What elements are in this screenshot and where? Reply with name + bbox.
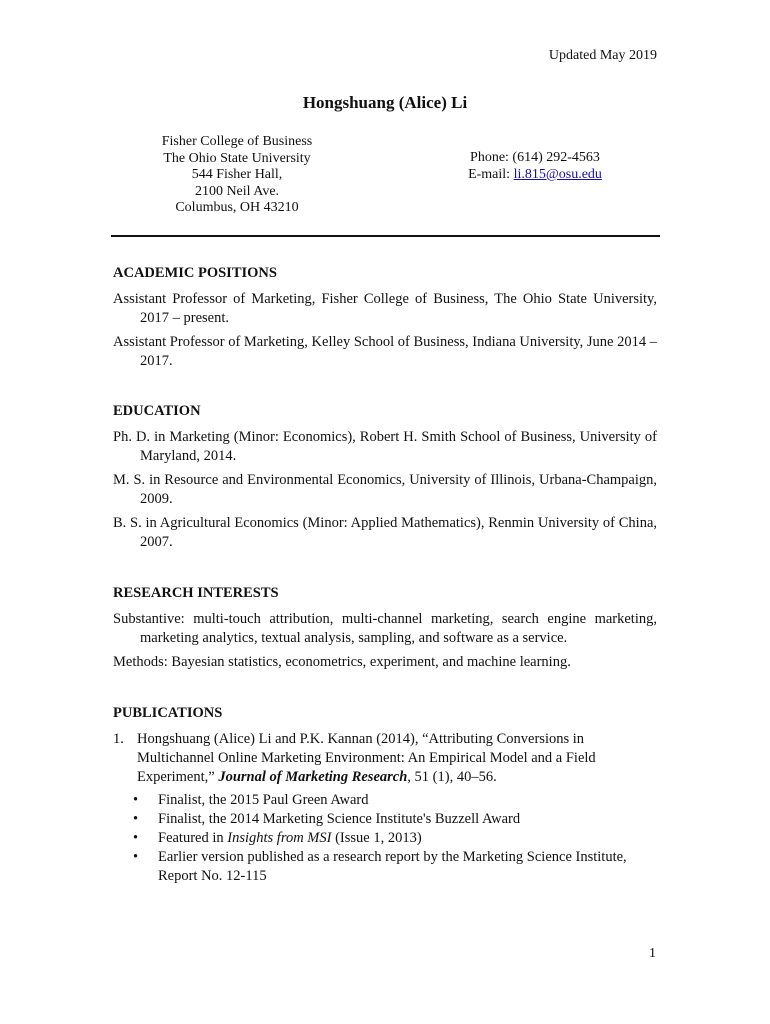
address-line: 2100 Neil Ave. [194,183,280,199]
education-entry: Ph. D. in Marketing (Minor: Economics), Robert H. Smith School of Business, University of Maryland, 2014. [113,429,657,464]
header-divider [111,235,660,237]
bullet-icon: • [133,830,139,846]
publication-notes [133,791,653,886]
address-line: Columbus, OH 43210 [175,200,299,216]
publication-authors-title: Hongshuang (Alice) Li and P.K. Kannan (2014), “Attributing Conversions in Multichannel Online Marketing Environment: An Empirical Model and a Field Experiment,” [137,731,596,785]
note-text: Finalist, the 2014 Marketing Science Institute's Buzzell Award [158,811,521,827]
position-entry: Assistant Professor of Marketing, Kelley School of Business, Indiana University, June 2014 – 2017. [113,334,657,369]
publication-citation [137,730,633,787]
publication-note [133,791,653,810]
publication-note [133,810,653,829]
publication-note [133,848,653,886]
page-number: 1 [649,946,656,961]
section-heading-academic-positions: ACADEMIC POSITIONS [113,265,277,281]
education-entry: B. S. in Agricultural Economics (Minor: Applied Mathematics), Renmin University of China, 2007. [113,515,657,550]
note-text-pre: Featured in [158,830,228,846]
phone: Phone: (614) 292-4563 [470,150,600,165]
position-entry: Assistant Professor of Marketing, Fisher College of Business, The Ohio State University, 2017 – present. [113,291,657,326]
publication-journal: Journal of Marketing Research [218,769,408,785]
research-entry: Methods: Bayesian statistics, econometrics, experiment, and machine learning. [113,654,571,670]
publication-note [133,829,653,848]
section-heading-publications: PUBLICATIONS [113,705,223,721]
address-line: The Ohio State University [163,150,311,166]
note-text-italic: Insights from MSI [227,830,332,846]
research-entry: Substantive: multi-touch attribution, multi-channel marketing, search engine marketing, marketing analytics, textual analysis, sampling, and software as a service. [113,611,657,646]
education-entry: M. S. in Resource and Environmental Economics, University of Illinois, Urbana-Champaign, 2009. [113,472,657,507]
email-line [440,167,630,184]
email-link[interactable]: li.815@osu.edu [513,166,602,182]
bullet-icon: • [133,849,139,865]
note-text: Finalist, the 2015 Paul Green Award [158,792,369,808]
updated-date: Updated May 2019 [548,48,657,63]
section-heading-research-interests: RESEARCH INTERESTS [113,585,279,601]
cv-name: Hongshuang (Alice) Li [302,93,468,112]
address-line: 544 Fisher Hall, [191,167,283,183]
publication-details: , 51 (1), 40–56. [407,769,497,785]
note-text: Earlier version published as a research report by the Marketing Science Institute, Report No. 12-115 [158,849,627,884]
publication-entry [113,730,633,787]
bullet-icon: • [133,811,139,827]
bullet-icon: • [133,792,139,808]
address-block [152,134,322,217]
email-label: E-mail: [468,166,514,182]
address-line: Fisher College of Business [161,134,313,149]
publication-number: 1. [113,731,124,747]
section-heading-education: EDUCATION [113,403,201,419]
contact-block [440,150,630,183]
note-text-post: (Issue 1, 2013) [331,830,422,846]
